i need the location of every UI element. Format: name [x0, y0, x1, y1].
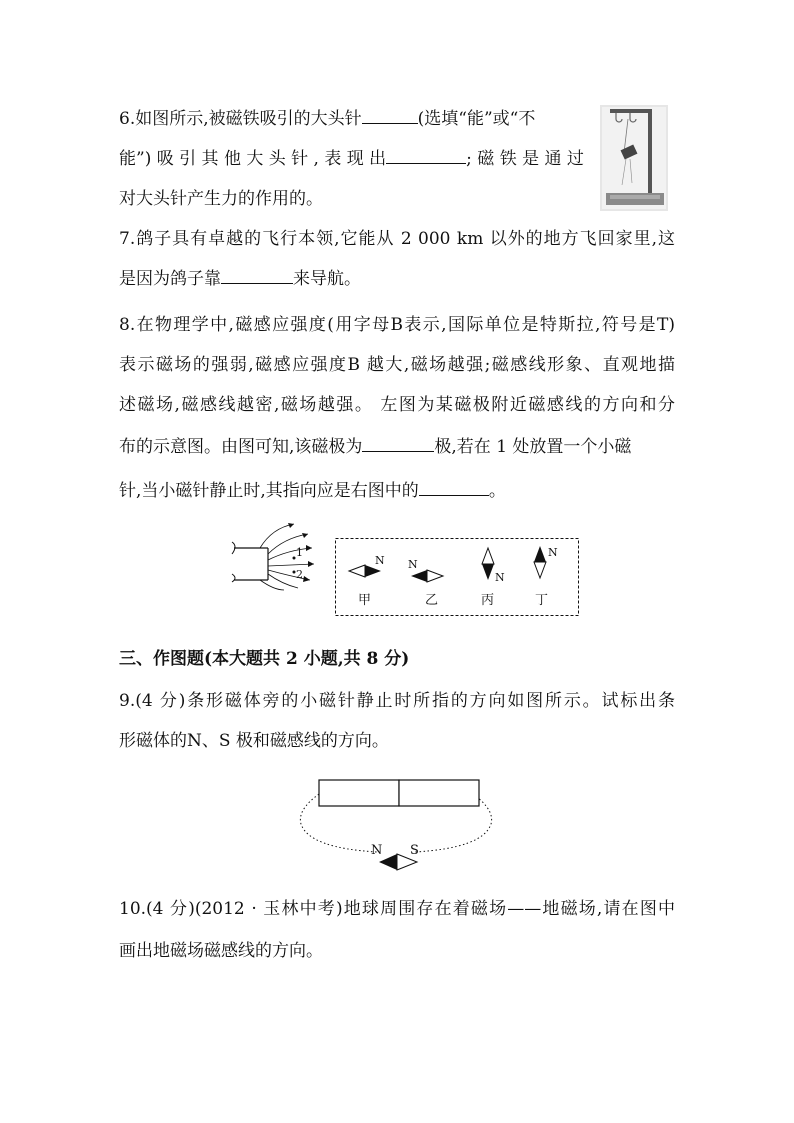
q8-blank-2[interactable]	[419, 480, 489, 496]
needle-n-label: N	[371, 843, 383, 858]
q8-text-5b: 。	[488, 481, 506, 501]
q8-blank-1[interactable]	[362, 436, 434, 452]
bar-magnet-left-half[interactable]	[319, 780, 399, 806]
point-2-label: 2	[296, 568, 303, 581]
q9-line-2: 形磁体的N、S 极和磁感线的方向。	[119, 731, 389, 751]
q7-line-2	[119, 268, 361, 290]
needle-bing-n-label: N	[495, 571, 505, 584]
q8-needle-options	[335, 538, 579, 616]
q6-line-1	[119, 108, 535, 130]
q8-text-5a: 针,当小磁针静止时,其指向应是右图中的	[119, 481, 419, 501]
option-jia-label: 甲	[358, 593, 372, 608]
q9-bar-magnet-diagram	[295, 774, 495, 870]
needle-jia-n-label: N	[375, 554, 385, 567]
option-ding-label: 丁	[535, 593, 549, 608]
q7-blank[interactable]	[221, 268, 293, 284]
q7-line-1: 7.鸽子具有卓越的飞行本领,它能从 2 000 km 以外的地方飞回家里,这	[119, 229, 675, 249]
q7-text-2a: 是因为鸽子靠	[119, 269, 221, 289]
q6-blank-2[interactable]	[386, 148, 466, 164]
needle-ding-n-label: N	[548, 546, 558, 559]
q6-blank-1[interactable]	[362, 108, 418, 124]
q8-line-5	[119, 480, 506, 502]
q8-line-4	[119, 436, 631, 458]
needle-bing[interactable]	[482, 548, 505, 584]
bar-magnet-right-half[interactable]	[399, 780, 479, 806]
q10-line-2: 画出地磁场磁感线的方向。	[119, 941, 323, 961]
q9-line-1: 9.(4 分)条形磁体旁的小磁针静止时所指的方向如图所示。试标出条	[119, 691, 675, 711]
needle-s-label: S	[410, 843, 419, 858]
q6-text-1b: (选填“能”或“不	[417, 109, 536, 129]
needle-ding[interactable]	[534, 546, 558, 578]
q6-text-2a: 能”) 吸 引 其 他 大 头 针 , 表 现 出	[119, 149, 387, 169]
q6-line-3: 对大头针产生力的作用的。	[119, 189, 323, 209]
q8-line-1: 8.在物理学中,磁感应强度(用字母B表示,国际单位是特斯拉,符号是T)	[119, 315, 675, 335]
needle-jia[interactable]	[349, 554, 385, 577]
q8-pole-field-diagram	[228, 524, 324, 590]
q6-text-2b: ; 磁 铁 是 通 过	[466, 149, 584, 169]
q8-line-3: 述磁场,磁感线越密,磁场越强。 左图为某磁极附近磁感线的方向和分	[119, 395, 675, 415]
needle-yi-n-label: N	[408, 558, 418, 571]
q7-text-2b: 来导航。	[293, 269, 361, 289]
q8-line-2: 表示磁场的强弱,磁感应强度B 越大,磁场越强;磁感线形象、直观地描	[119, 355, 675, 375]
q6-magnet-stand-photo	[600, 105, 668, 211]
needle-yi[interactable]	[408, 558, 443, 582]
q10-line-1: 10.(4 分)(2012 · 玉林中考)地球周围存在着磁场——地磁场,请在图中	[119, 899, 675, 919]
q8-text-4a: 布的示意图。由图可知,该磁极为	[119, 437, 363, 457]
option-bing-label: 丙	[481, 593, 495, 608]
option-yi-label: 乙	[425, 593, 439, 608]
section-3-title: 三、作图题(本大题共 2 小题,共 8 分)	[119, 649, 410, 669]
q8-text-4b: 极,若在 1 处放置一个小磁	[434, 437, 632, 457]
q6-text-1a: 6.如图所示,被磁铁吸引的大头针	[119, 109, 362, 129]
q6-line-2	[119, 148, 584, 170]
point-1-label: 1	[296, 546, 303, 559]
